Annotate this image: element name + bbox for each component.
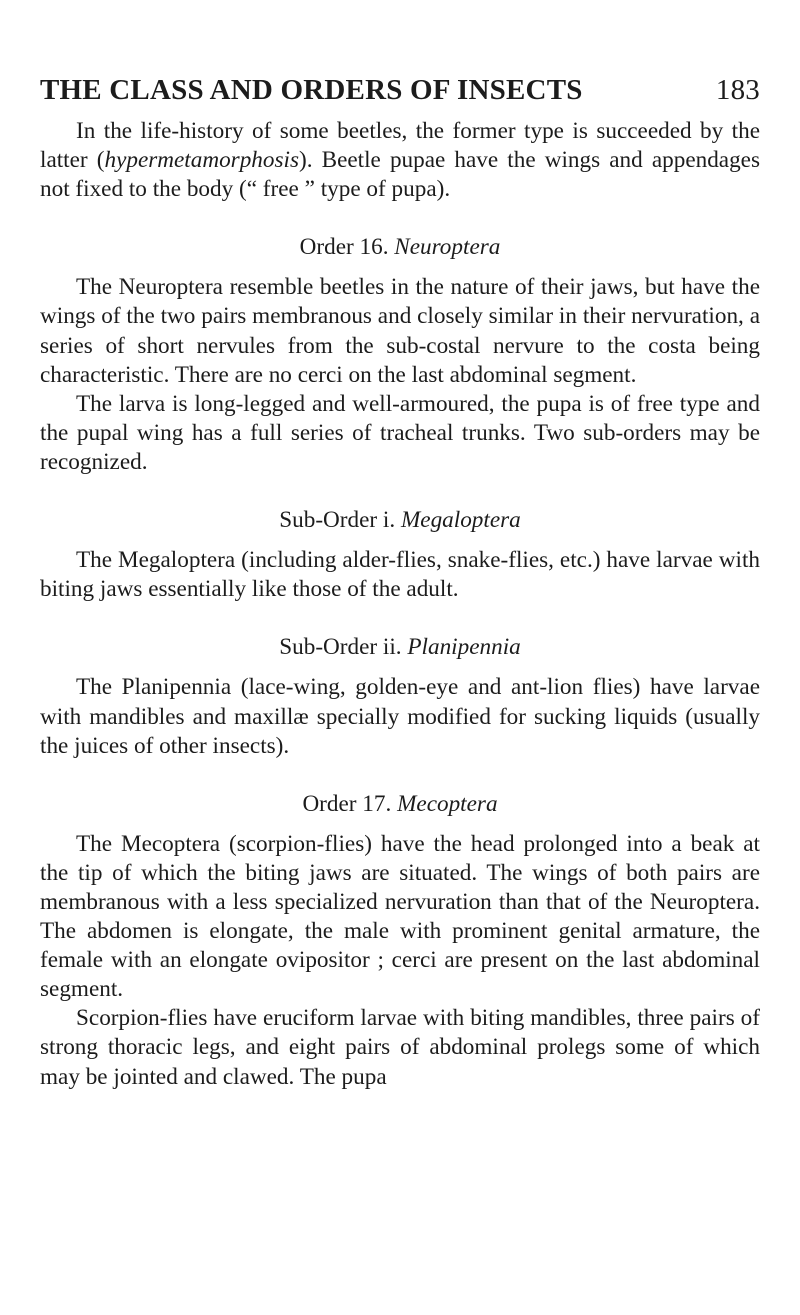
heading-label: Sub-Order i. [279, 507, 396, 534]
italic-term: hypermetamorphosis [104, 147, 299, 174]
page-body [40, 117, 760, 1092]
running-title: THE CLASS AND ORDERS OF INSECTS [40, 74, 583, 106]
paragraph-neuroptera-larva: The larva is long-legged and well-armoured, the pupa is of free type and the pupal wing has a full series of tracheal trunks. Two sub-orders may be recognized. [40, 390, 760, 475]
heading-order-17 [40, 790, 760, 819]
paragraph-hypermetamorphosis [40, 117, 760, 204]
text-run: In the life-history of some beetles, the former type is succeeded by the latter ( [40, 118, 760, 174]
heading-label: Order 17. [302, 790, 392, 817]
paragraph-scorpion-flies: Scorpion-flies have eruciform larvae with biting mandibles, three pairs of strong thoracic legs, and eight pairs of abdominal prolegs some of which may be jointed and clawed. The pupa [40, 1005, 760, 1090]
heading-taxon: Mecoptera [397, 790, 498, 817]
text-run: ). Beetle pupae have the wings and appendages not fixed to the body (“ free ” type of pupa). [40, 147, 760, 203]
heading-suborder-i [40, 506, 760, 535]
paragraph-neuroptera: The Neuroptera resemble beetles in the nature of their jaws, but have the wings of the two pairs membranous and closely similar in their nervuration, a series of short nervules from the sub-costal nervure to the costa being characteristic. There are no cerci on the last abdominal segment. [40, 274, 760, 388]
running-header [40, 72, 760, 108]
paragraph-mecoptera: The Mecoptera (scorpion-flies) have the head prolonged into a beak at the tip of which the biting jaws are situated. The wings of both pairs are membranous with a less specialized nervuration than that of the Neuroptera. The abdomen is elongate, the male with prominent genital armature, the female with an elongate ovipositor ; cerci are present on the last abdominal segment. [40, 830, 760, 1003]
paragraph-planipennia: The Planipennia (lace-wing, golden-eye and ant-lion flies) have larvae with mandibles and maxillæ specially modified for sucking liquids (usually the juices of other insects). [40, 674, 760, 759]
heading-taxon: Megaloptera [400, 507, 521, 534]
heading-label: Order 16. [299, 234, 389, 261]
heading-order-16 [40, 233, 760, 262]
heading-taxon: Planipennia [407, 634, 521, 661]
heading-suborder-ii [40, 633, 760, 662]
heading-taxon: Neuroptera [394, 234, 501, 261]
heading-label: Sub-Order ii. [279, 634, 402, 661]
page-number: 183 [715, 74, 760, 106]
paragraph-megaloptera: The Megaloptera (including alder-flies, snake-flies, etc.) have larvae with biting jaws essentially like those of the adult. [40, 547, 760, 603]
